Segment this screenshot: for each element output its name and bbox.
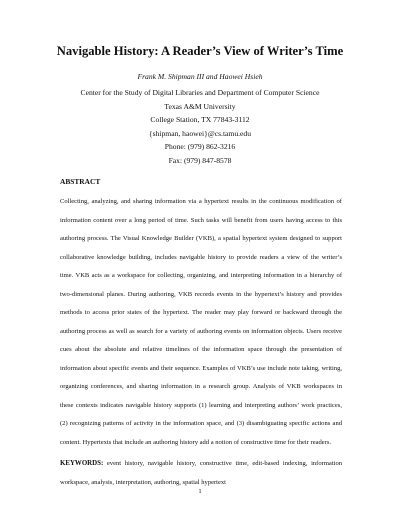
keywords-line — [60, 455, 342, 474]
abstract-line: content. Hypertexts that include an authoring history add a notion of constructive time for their readers. — [60, 438, 332, 446]
abstract-line: information about specific events and their sequence. Examples of VKB’s use include note taking, writing, — [60, 364, 342, 372]
abstract-line: two-dimensional planes. During authoring, VKB records events in the hypertext’s history and provides — [60, 290, 342, 298]
keywords-line: workspace, analysis, interpretation, authoring, spatial hypertext — [60, 478, 226, 486]
paper-title: Navigable History: A Reader’s View of Writer’s Time — [56, 44, 344, 58]
abstract-line: (2) recognizing patterns of activity in the information space, and (3) disambiguating specific actions and — [60, 420, 342, 427]
abstract-line: organizing conferences, and sharing information in a research group. Analysis of VKB workspaces in — [60, 383, 342, 390]
paper-authors: Frank M. Shipman III and Haowei Hsieh — [137, 72, 263, 81]
affiliation-university: Texas A&M University — [164, 101, 236, 111]
affiliation-city: College Station, TX 77843-3112 — [150, 115, 250, 125]
keywords-label: KEYWORDS: — [60, 460, 104, 467]
abstract-line: time. VKB acts as a workspace for collecting, organizing, and interpreting information in a hierarchy of — [60, 272, 342, 279]
abstract-line: methods to access prior states of the hypertext. The reader may play forward or backward through the — [60, 309, 342, 316]
keywords-text: event history, navigable history, constructive time, edit-based indexing, information — [103, 460, 342, 467]
abstract-line: these contexts indicates navigable history supports (1) learning and interpreting authors’ work practices, — [60, 401, 342, 409]
abstract-line: Collecting, analyzing, and sharing information via a hypertext results in the continuous modification of — [60, 198, 342, 205]
abstract-body — [60, 193, 342, 452]
abstract-line: cues about the absolute and relative timelines of the information space through the presentation of — [60, 346, 342, 353]
abstract-line: information content over a long period of time. Such tasks will benefit from users having access to this — [60, 216, 342, 224]
abstract-heading: ABSTRACT — [60, 177, 101, 186]
affiliation-fax: Fax: (979) 847-8578 — [168, 155, 232, 165]
author-affiliation — [0, 86, 400, 168]
abstract-line: authoring process. The Visual Knowledge Builder (VKB), a spatial hypertext system designed to support — [60, 235, 342, 242]
affiliation-phone: Phone: (979) 862-3216 — [164, 142, 236, 152]
abstract-line: collaborative knowledge building, includes navigable history to provide readers a view of the writer’s — [60, 253, 342, 261]
affiliation-email: {shipman, haowei}@cs.tamu.edu — [148, 128, 251, 138]
abstract-line: authoring process as well as search for a variety of authoring events on information objects. Users receive — [60, 327, 342, 335]
affiliation-center: Center for the Study of Digital Libraries and Department of Computer Science — [80, 88, 320, 97]
page-number: 1 — [198, 488, 202, 495]
